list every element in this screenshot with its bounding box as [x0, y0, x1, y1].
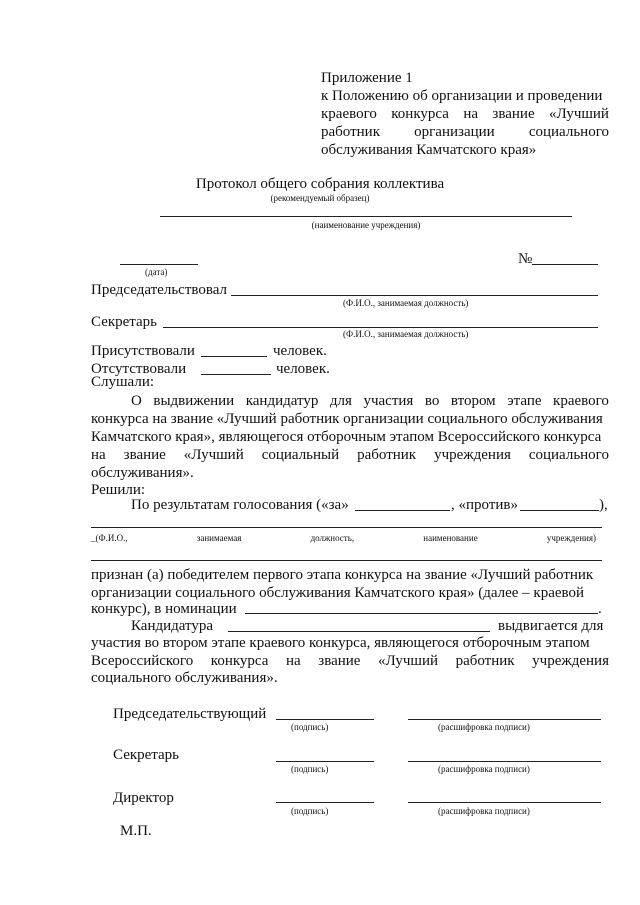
number-sign: № [518, 251, 533, 267]
word: участия [363, 393, 414, 409]
decode-hint-chair: (расшифровка подписи) [438, 722, 530, 732]
winner-line-1: признан (а) победителем первого этапа конкурса на звание «Лучший работник [91, 567, 594, 583]
document-title: Протокол общего собрания коллектива [195, 176, 445, 192]
word: организации [414, 124, 495, 140]
vote-for-line [355, 510, 450, 511]
word: конкурса [391, 106, 449, 122]
heard-line-2: конкурса на звание «Лучший работник организации социального обслуживания [91, 411, 603, 427]
hint-word: наименование [423, 533, 478, 543]
vote-prefix: По результатам голосования («за» [131, 497, 349, 513]
signature-hint-secretary: (подпись) [291, 764, 329, 774]
appendix-line-2: к Положению об организации и проведении [321, 88, 603, 104]
word: работник [455, 653, 515, 669]
institution-hint: (наименование учреждения) [311, 220, 421, 230]
signature-line-secretary [276, 761, 374, 762]
winner-line-3: конкурс), в номинации [91, 601, 237, 617]
winner-line-2: организации социального обслуживания Камчатского края» (далее – краевой [91, 585, 585, 601]
nominee-line [91, 527, 602, 528]
document-subtitle: (рекомендуемый образец) [270, 193, 370, 203]
word: «Лучший [378, 653, 438, 669]
decode-hint-director: (расшифровка подписи) [438, 806, 530, 816]
appendix-line-3 [321, 105, 609, 123]
chair-label: Председательствовал [91, 282, 228, 298]
stamp-label: М.П. [120, 823, 152, 839]
heard-line-1 [131, 392, 609, 410]
word: звание [123, 447, 166, 463]
word: учреждения [434, 447, 511, 463]
decode-hint-secretary: (расшифровка подписи) [438, 764, 530, 774]
hint-word: _(Ф.И.О., [91, 533, 128, 543]
signature-role-chair: Председательствующий [113, 706, 267, 722]
word: конкурса [210, 653, 269, 669]
vote-against-line [520, 510, 599, 511]
word: для [329, 393, 352, 409]
hint-word: учреждения) [546, 533, 596, 543]
signature-hint-director: (подпись) [291, 806, 329, 816]
word: работник [357, 447, 417, 463]
decode-line-director [408, 802, 601, 803]
heard-line-3: Камчатского края», являющегося отборочным этапом Всероссийского конкурса [91, 429, 602, 445]
word: краевого [553, 393, 609, 409]
word: «Лучший [549, 106, 609, 122]
word: на [286, 653, 301, 669]
word: социальный [261, 447, 340, 463]
word: звание [492, 106, 535, 122]
word: звание [318, 653, 361, 669]
word: О [131, 393, 142, 409]
absent-label: Отсутствовали [91, 361, 187, 377]
present-label: Присутствовали [91, 343, 195, 359]
heard-line-4 [91, 446, 609, 464]
present-line [201, 356, 267, 357]
secretary-label: Секретарь [91, 314, 158, 330]
candidacy-line-3 [91, 652, 609, 670]
signature-hint-chair: (подпись) [291, 722, 329, 732]
chair-hint: (Ф.И.О., занимаемая должность) [343, 298, 469, 308]
word: социального [528, 447, 609, 463]
candidacy-label: Кандидатура [131, 618, 214, 634]
candidacy-line-1-end: выдвигается для [498, 618, 604, 634]
word: выдвижении [153, 393, 235, 409]
secretary-hint: (Ф.И.О., занимаемая должность) [343, 329, 469, 339]
word: на [463, 106, 479, 122]
candidacy-line [228, 631, 490, 632]
hint-word: должность, [310, 533, 355, 543]
chair-line [231, 295, 598, 296]
word: Всероссийского [91, 653, 194, 669]
signature-line-chair [276, 719, 374, 720]
vote-mid: , «против» [451, 497, 518, 513]
appendix-line-5: обслуживания Камчатского края» [321, 142, 537, 158]
word: втором [450, 393, 496, 409]
date-line [120, 264, 198, 265]
candidacy-line-4: социального обслуживания». [91, 670, 278, 686]
nominee-hint [91, 533, 596, 544]
word: кандидатур [245, 393, 319, 409]
present-unit: человек. [273, 343, 327, 359]
word: краевого [321, 106, 377, 122]
number-line [532, 264, 598, 265]
date-hint: (дата) [145, 267, 168, 277]
decode-line-secretary [408, 761, 601, 762]
word: на [91, 447, 106, 463]
signature-role-director: Директор [113, 790, 174, 806]
absent-unit: человек. [276, 361, 330, 377]
word: социального [528, 124, 609, 140]
decided-label: Решили: [91, 482, 146, 498]
secretary-line [163, 327, 598, 328]
absent-line [201, 374, 271, 375]
institution-line-2 [91, 560, 602, 561]
heard-line-5: обслуживания». [91, 465, 194, 481]
signature-role-secretary: Секретарь [113, 747, 180, 763]
winner-line-3-end: . [598, 601, 602, 617]
word: работник [321, 124, 380, 140]
word: учреждения [532, 653, 609, 669]
appendix-line-4 [321, 123, 609, 141]
word: этапе [507, 393, 542, 409]
decode-line-chair [408, 719, 601, 720]
vote-suffix: ), [599, 497, 608, 513]
nomination-line [245, 613, 598, 614]
heard-label: Слушали: [91, 374, 155, 390]
word: во [424, 393, 440, 409]
institution-line [160, 216, 572, 217]
word: «Лучший [183, 447, 244, 463]
appendix-title: Приложение 1 [321, 70, 413, 86]
signature-line-director [276, 802, 374, 803]
hint-word: занимаемая [196, 533, 242, 543]
candidacy-line-2: участия во втором этапе краевого конкурса, являющегося отборочным этапом [91, 635, 590, 651]
